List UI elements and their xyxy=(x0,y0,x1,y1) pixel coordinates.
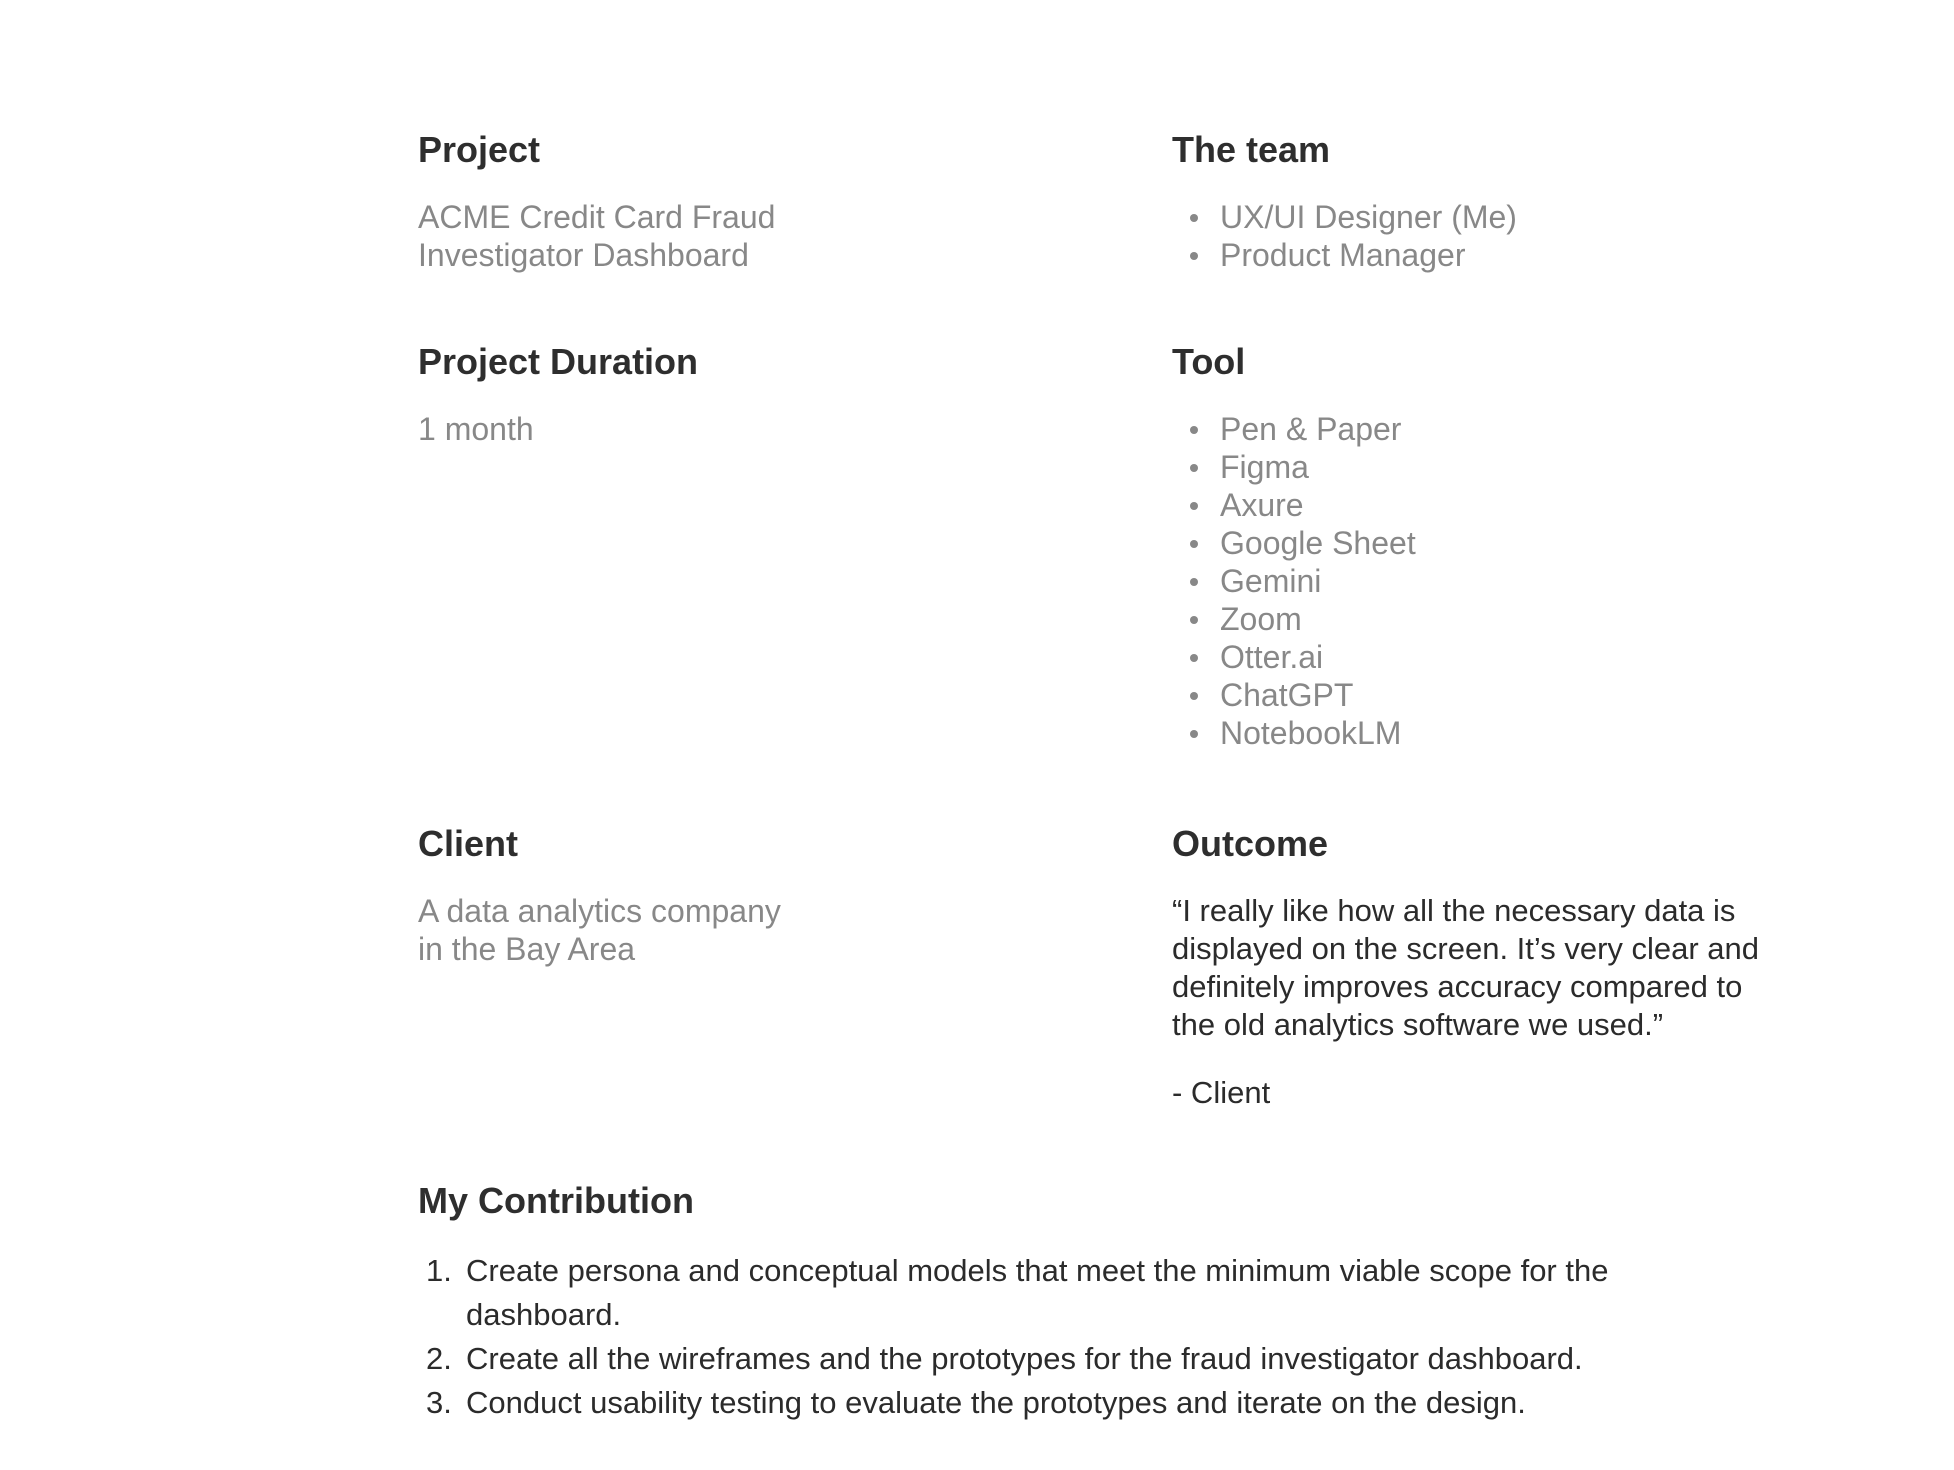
contribution-text: Create all the wireframes and the prototypes for the fraud investigator dashboard. xyxy=(466,1341,1583,1376)
tool-item: Figma xyxy=(1172,448,1416,486)
contribution-item xyxy=(418,1337,1766,1381)
tool-item: NotebookLM xyxy=(1172,714,1416,752)
client-line-1: A data analytics company xyxy=(418,893,781,929)
quote-attribution: - Client xyxy=(1172,1075,1271,1110)
tool-item: Axure xyxy=(1172,486,1416,524)
team-section xyxy=(1172,128,1517,274)
outcome-quote xyxy=(1172,892,1759,1044)
quote-line: displayed on the screen. It’s very clear and xyxy=(1172,931,1760,966)
tool-item: ChatGPT xyxy=(1172,676,1416,714)
tool-item: Gemini xyxy=(1172,562,1416,600)
contribution-list xyxy=(418,1249,1766,1425)
tool-section xyxy=(1172,340,1416,752)
team-member: Product Manager xyxy=(1172,236,1517,274)
contribution-number: 1. xyxy=(426,1253,452,1288)
project-heading: Project xyxy=(418,129,541,170)
tool-item: Pen & Paper xyxy=(1172,410,1416,448)
duration-heading: Project Duration xyxy=(418,341,699,382)
tool-item: Zoom xyxy=(1172,600,1416,638)
quote-line: the old analytics software we used.” xyxy=(1172,1007,1664,1042)
quote-line: “I really like how all the necessary data is xyxy=(1172,893,1736,928)
client-line-2: in the Bay Area xyxy=(418,931,636,967)
outcome-heading: Outcome xyxy=(1172,823,1329,864)
team-heading: The team xyxy=(1172,129,1331,170)
outcome-section xyxy=(1172,822,1759,1112)
tool-list xyxy=(1172,410,1416,752)
client-heading: Client xyxy=(418,823,519,864)
project-name-line-2: Investigator Dashboard xyxy=(418,237,749,273)
duration-section xyxy=(418,340,698,448)
project-section xyxy=(418,128,775,274)
contribution-number: 3. xyxy=(426,1385,452,1420)
contribution-section xyxy=(418,1179,1766,1425)
team-member: UX/UI Designer (Me) xyxy=(1172,198,1517,236)
contribution-number: 2. xyxy=(426,1341,452,1376)
duration-value: 1 month xyxy=(418,411,534,447)
tool-item: Google Sheet xyxy=(1172,524,1416,562)
contribution-heading: My Contribution xyxy=(418,1180,694,1221)
contribution-item xyxy=(418,1249,1766,1337)
contribution-text: Conduct usability testing to evaluate the prototypes and iterate on the design. xyxy=(466,1385,1526,1420)
tool-item: Otter.ai xyxy=(1172,638,1416,676)
team-list xyxy=(1172,198,1517,274)
tool-heading: Tool xyxy=(1172,341,1246,382)
contribution-text: Create persona and conceptual models that meet the minimum viable scope for the dashboard. xyxy=(466,1253,1609,1332)
contribution-item xyxy=(418,1381,1766,1425)
project-name-line-1: ACME Credit Card Fraud xyxy=(418,199,776,235)
client-section xyxy=(418,822,781,968)
quote-line: definitely improves accuracy compared to xyxy=(1172,969,1743,1004)
